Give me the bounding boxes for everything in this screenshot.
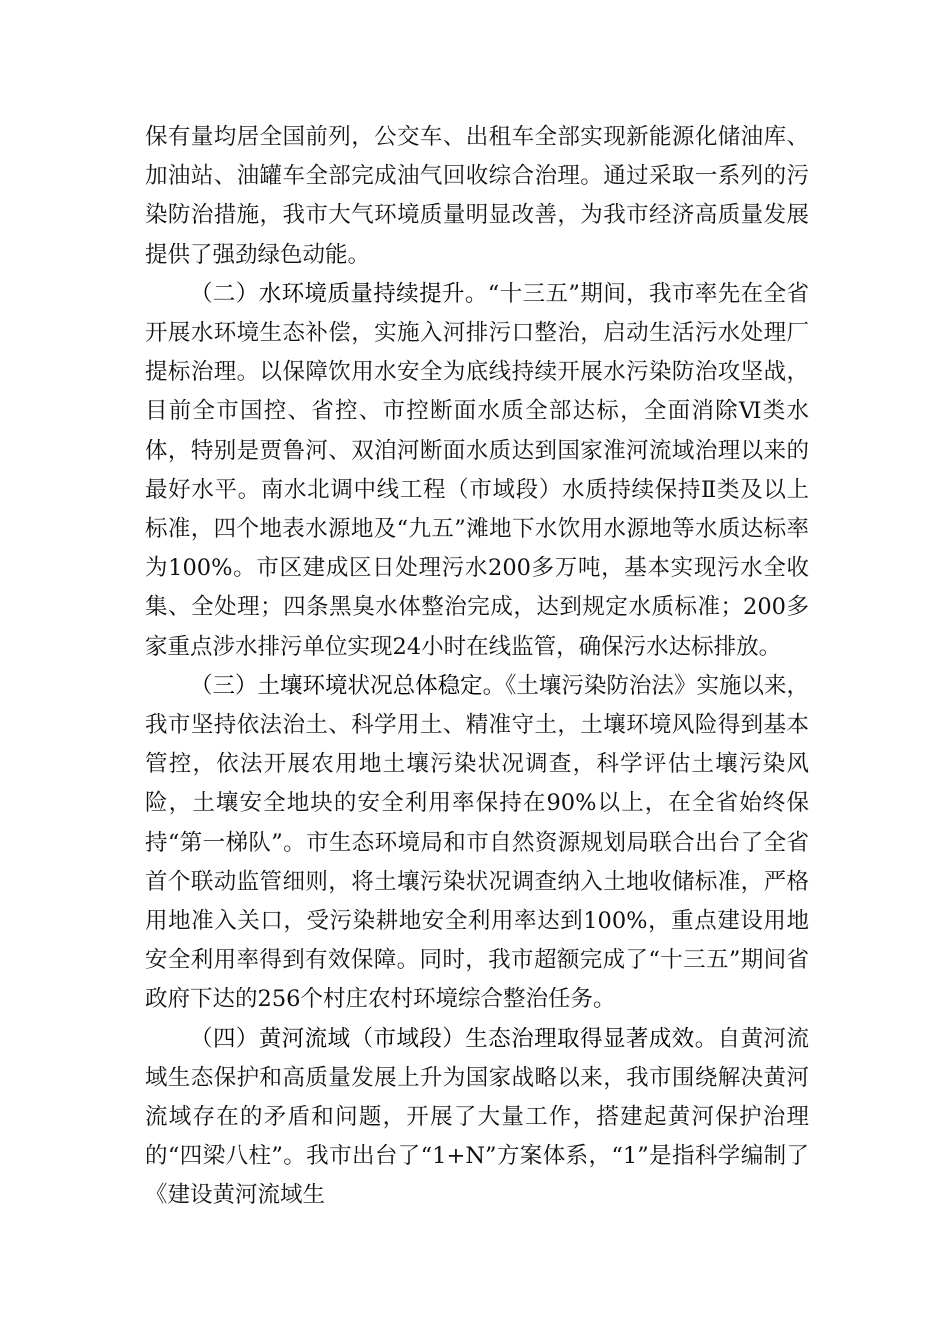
- document-page: [145, 118, 809, 1216]
- paragraph-water-environment: [145, 275, 809, 667]
- paragraph-body: 保有量均居全国前列，公交车、出租车全部实现新能源化储油库、加油站、油罐车全部完成油气回收综合治理。通过采取一系列的污染防治措施，我市大气环境质量明显改善，为我市经济高质量发展提供了强劲绿色动能。: [145, 124, 809, 268]
- section-heading-yellow-river: （四）黄河流域（市域段）生态治理取得显著成效。: [190, 1025, 718, 1052]
- section-heading-water: （二）水环境质量持续提升。: [190, 280, 488, 307]
- section-heading-soil: （三）土壤环境状况总体稳定。: [190, 672, 506, 699]
- paragraph-body: “十三五”期间，我市率先在全省开展水环境生态补偿，实施入河排污口整治，启动生活污水处理厂提标治理。以保障饮用水安全为底线持续开展水污染防治攻坚战，目前全市国控、省控、市控断面水质全部达标，全面消除Ⅵ类水体，特别是贾鲁河、双洎河断面水质达到国家淮河流域治理以来的最好水平。南水北调中线工程（市域段）水质持续保持Ⅱ类及以上标准，四个地表水源地及“九五”滩地下水饮用水源地等水质达标率为100%。市区建成区日处理污水200多万吨，基本实现污水全收集、全处理；四条黑臭水体整治完成，达到规定水质标准；200多家重点涉水排污单位实现24小时在线监管，确保污水达标排放。: [145, 280, 809, 660]
- paragraph-body: 《土壤污染防治法》实施以来，我市坚持依法治土、科学用土、精准守土，土壤环境风险得到基本管控，依法开展农用地土壤污染状况调查，科学评估土壤污染风险，土壤安全地块的安全利用率保持在90%以上，在全省始终保持“第一梯队”。市生态环境局和市自然资源规划局联合出台了全省首个联动监管细则，将土壤污染状况调查纳入土地收储标准，严格用地准入关口，受污染耕地安全利用率达到100%，重点建设用地安全利用率得到有效保障。同时，我市超额完成了“十三五”期间省政府下达的256个村庄农村环境综合整治任务。: [145, 672, 809, 1013]
- paragraph-soil-environment: [145, 667, 809, 1020]
- paragraph-yellow-river: [145, 1020, 809, 1216]
- paragraph-continuation: [145, 118, 809, 275]
- paragraph-body: 自黄河流域生态保护和高质量发展上升为国家战略以来，我市围绕解决黄河流域存在的矛盾和问题，开展了大量工作，搭建起黄河保护治理的“四梁八柱”。我市出台了“1+N”方案体系，“1”是指科学编制了《建设黄河流域生: [145, 1025, 809, 1209]
